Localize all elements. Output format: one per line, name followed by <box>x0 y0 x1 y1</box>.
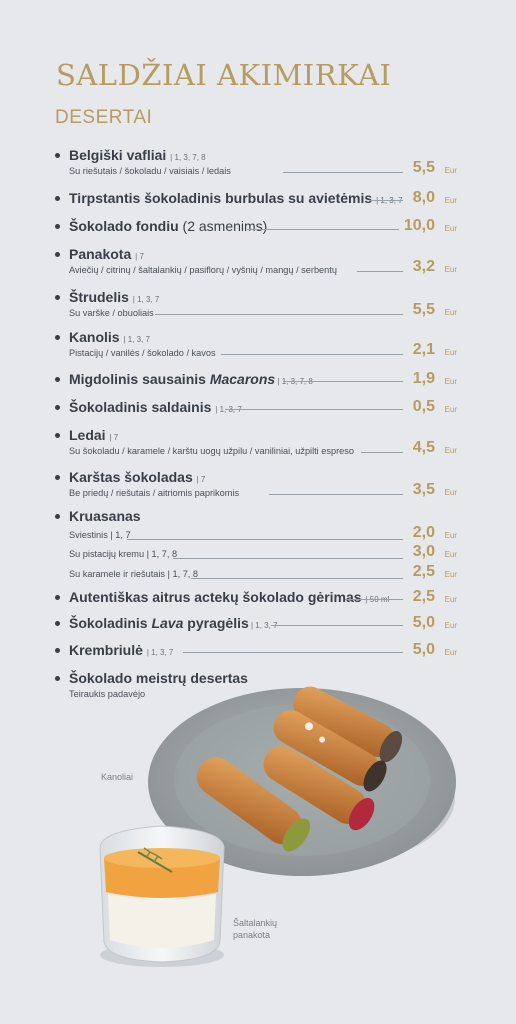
item-price: 5,5 <box>412 301 435 318</box>
item-name: Autentiškas aitrus actekų šokolado gėrimas | 50 ml <box>69 589 390 605</box>
currency-label: Eur <box>444 265 457 274</box>
item-allergens: | 7 <box>135 252 144 261</box>
item-details: Teiraukis padavėjo <box>69 689 146 699</box>
item-name: Tirpstantis šokoladinis burbulas su avietėmis | 1, 3, 7 <box>69 190 403 206</box>
caption-kanoliai: Kanoliai <box>101 772 134 782</box>
item-name: Panakota | 7 <box>69 246 144 262</box>
item-name: Šokoladinis Lava pyragėlis | 1, 3, 7 <box>69 615 278 631</box>
subitem-name: Su karamele ir riešutais | 1, 7, 8 <box>69 569 199 579</box>
item-name: Kruasanas <box>69 508 141 524</box>
panakota-glass <box>100 826 224 967</box>
item-allergens: | 7 <box>109 433 119 442</box>
subitem-name: Sviestinis | 1, 7 <box>69 530 131 540</box>
item-price: 5,5 <box>412 159 435 176</box>
page-title: SALDŽIAI AKIMIRKAI <box>56 58 392 92</box>
item-allergens: | 1, 3, 7 <box>146 648 174 657</box>
item-name: Migdolinis sausainis Macarons | 1, 3, 7, 8 <box>69 371 313 387</box>
item-price: 2,0 <box>412 524 435 541</box>
item-details: Pistacijų / vanilės / šokolado / kavos <box>69 348 216 358</box>
item-allergens: | 1, 3, 7 <box>132 295 160 304</box>
item-details: Su šokoladu / karamele / karštu uogų užpilu / vaniliniai, užpilti espreso <box>69 446 354 456</box>
currency-label: Eur <box>444 550 457 559</box>
item-allergens: | 1, 3, 7 <box>248 621 278 630</box>
item-allergens: | 7 <box>196 475 206 484</box>
item-price: 3,2 <box>412 258 435 275</box>
item-allergens: | 50 ml <box>365 595 390 604</box>
item-name: Šokolado meistrų desertas <box>69 670 248 686</box>
item-name: Ledai | 7 <box>69 427 119 443</box>
item-allergens: | 1, 3, 7, 8 <box>170 153 206 162</box>
currency-label: Eur <box>444 488 457 497</box>
item-price: 2,5 <box>412 563 435 580</box>
currency-label: Eur <box>444 531 457 540</box>
currency-label: Eur <box>444 595 457 604</box>
currency-label: Eur <box>444 308 457 317</box>
item-name: Krembriulė | 1, 3, 7 <box>69 642 174 658</box>
currency-label: Eur <box>444 224 457 233</box>
item-details: Su varške / obuoliais <box>69 308 154 318</box>
caption-panakota: Šaltalankių panakota <box>233 918 278 940</box>
item-allergens: | 1, 3, 7 <box>215 405 242 414</box>
item-price: 5,0 <box>412 614 435 631</box>
currency-label: Eur <box>444 405 457 414</box>
item-allergens: | 1, 3, 7, 8 <box>275 377 313 386</box>
currency-label: Eur <box>444 621 457 630</box>
item-allergens: | 1, 3, 7 <box>123 335 151 344</box>
item-price: 0,5 <box>412 398 435 415</box>
item-details: Aviečių / citrinų / šaltalankių / pasiflorų / vyšnių / mangų / serbentų <box>69 265 337 275</box>
item-price: 8,0 <box>412 189 435 206</box>
currency-label: Eur <box>444 570 457 579</box>
item-price: 1,9 <box>412 370 435 387</box>
currency-label: Eur <box>444 196 457 205</box>
currency-label: Eur <box>444 446 457 455</box>
item-details: Be priedų / riešutais / aitriomis paprikomis <box>69 488 240 498</box>
currency-label: Eur <box>444 648 457 657</box>
item-name: Šokolado fondiu (2 asmenims) <box>69 218 268 234</box>
item-price: 3,5 <box>412 481 435 498</box>
item-name: Belgiški vafliai | 1, 3, 7, 8 <box>69 147 206 163</box>
currency-label: Eur <box>444 166 457 175</box>
subitem-name: Su pistacijų kremu | 1, 7, 8 <box>69 549 178 559</box>
item-price: 5,0 <box>412 641 435 658</box>
item-price: 2,5 <box>412 588 435 605</box>
section-title: DESERTAI <box>55 107 153 128</box>
item-price: 4,5 <box>412 439 435 456</box>
item-name: Štrudelis | 1, 3, 7 <box>69 289 160 305</box>
item-allergens: | 1, 3, 7 <box>376 196 403 205</box>
item-price: 3,0 <box>412 543 435 560</box>
item-name: Karštas šokoladas | 7 <box>69 469 206 485</box>
item-price: 10,0 <box>403 217 435 234</box>
currency-label: Eur <box>444 348 457 357</box>
currency-label: Eur <box>444 377 457 386</box>
item-name: Kanolis | 1, 3, 7 <box>69 329 151 345</box>
item-name: Šokoladinis saldainis | 1, 3, 7 <box>69 399 242 415</box>
item-price: 2,1 <box>412 341 435 358</box>
item-details: Su riešutais / šokoladu / vaisiais / ledais <box>69 166 231 176</box>
